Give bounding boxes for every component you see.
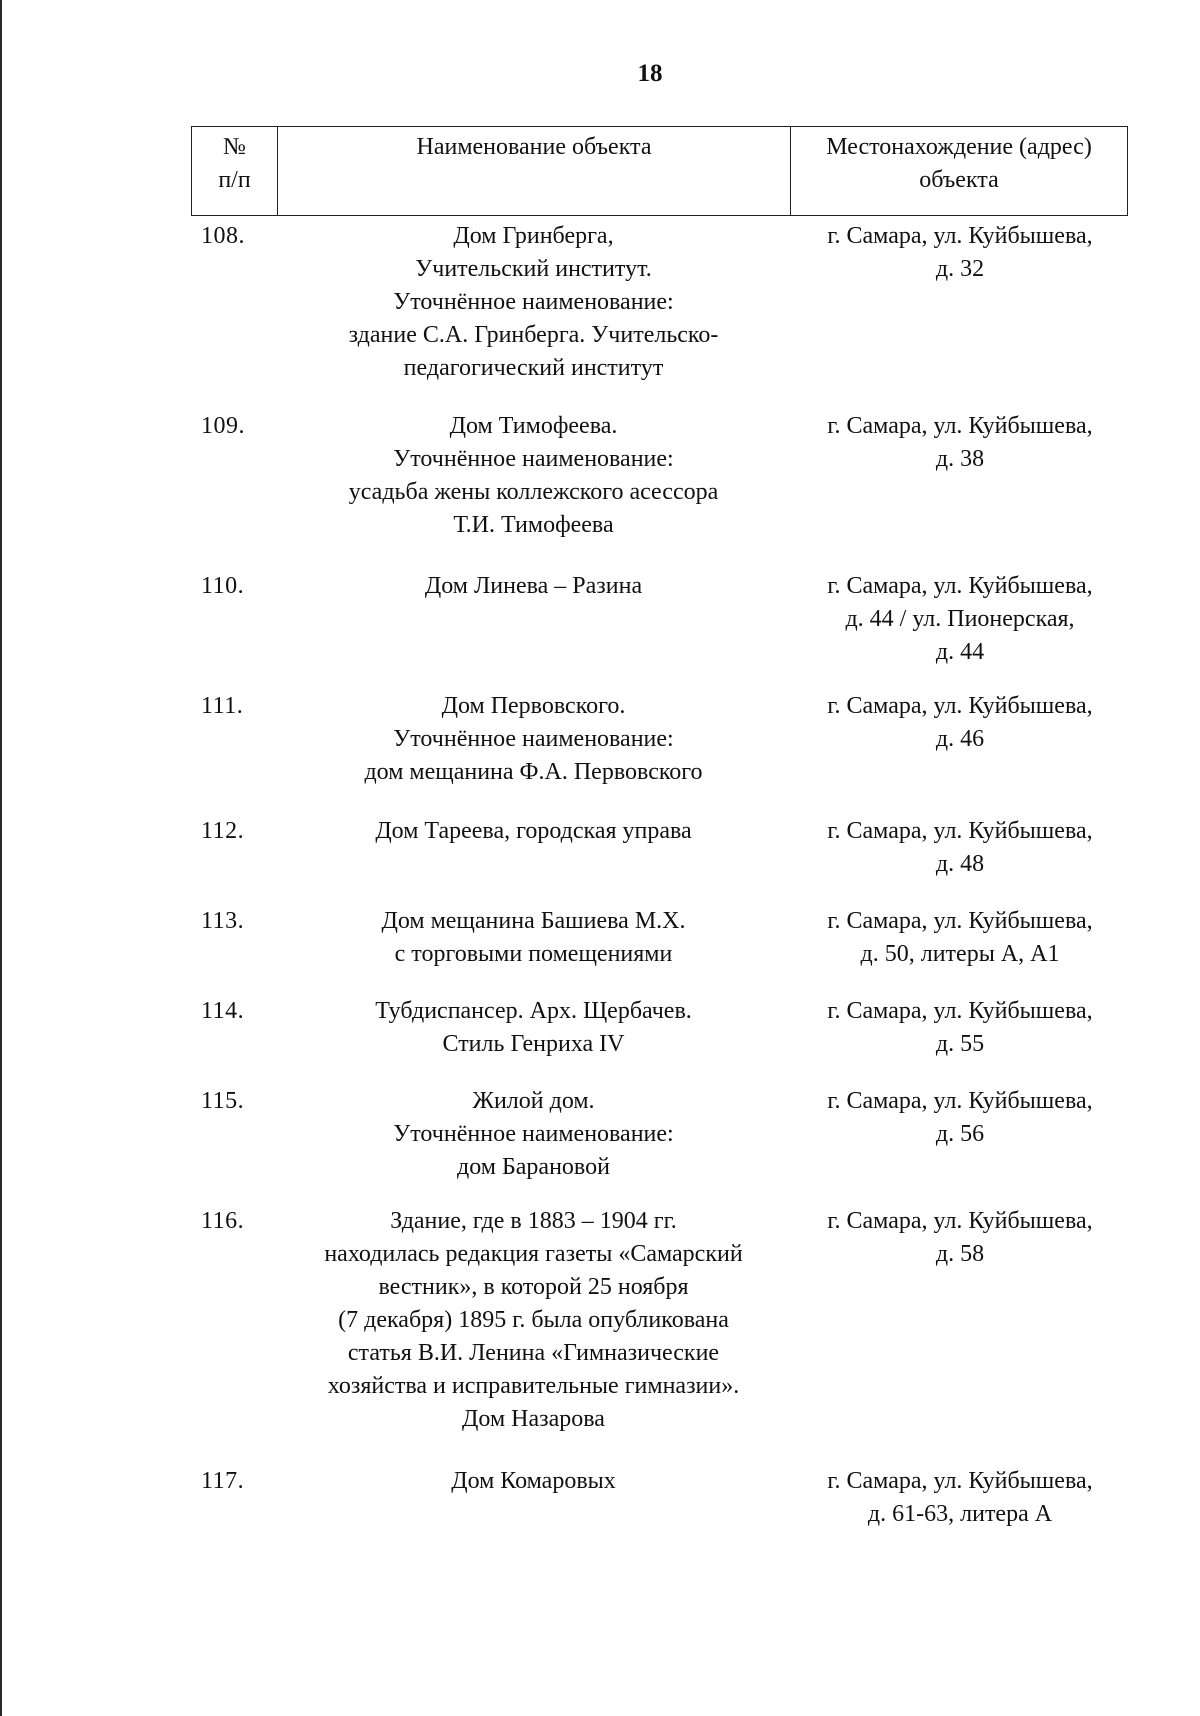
object-address-line: д. 48 <box>935 851 985 877</box>
page-number: 18 <box>637 60 663 87</box>
object-name-line: Учительский институт. <box>415 256 652 282</box>
header-name-cell <box>278 127 791 215</box>
object-name <box>277 995 790 1061</box>
row-number: 109. <box>201 413 245 439</box>
object-address <box>790 690 1130 756</box>
object-name-line: Дом Комаровых <box>451 1468 616 1494</box>
object-address-line: г. Самара, ул. Куйбышева, <box>827 908 1093 934</box>
object-address-line: г. Самара, ул. Куйбышева, <box>827 1088 1093 1114</box>
object-address-line: г. Самара, ул. Куйбышева, <box>827 998 1093 1024</box>
object-address-line: г. Самара, ул. Куйбышева, <box>827 1208 1093 1234</box>
object-address <box>790 995 1130 1061</box>
object-name <box>277 570 790 603</box>
object-address-line: г. Самара, ул. Куйбышева, <box>827 693 1093 719</box>
object-name-line: Уточнённое наименование: <box>393 446 674 472</box>
object-name-line: Жилой дом. <box>472 1088 595 1114</box>
object-address-line: д. 61-63, литера А <box>867 1501 1053 1527</box>
row-number: 116. <box>201 1208 245 1234</box>
object-name <box>277 410 790 542</box>
object-address-line: г. Самара, ул. Куйбышева, <box>827 818 1093 844</box>
object-name <box>277 220 790 385</box>
object-address-line: д. 50, литеры А, А1 <box>860 941 1060 967</box>
object-name <box>277 1085 790 1184</box>
object-address-line: г. Самара, ул. Куйбышева, <box>827 573 1093 599</box>
object-name <box>277 1465 790 1498</box>
object-address-line: д. 38 <box>935 446 985 472</box>
object-name-line: Дом Линева – Разина <box>424 573 643 599</box>
object-name-line: дом Барановой <box>457 1154 610 1180</box>
object-name-line: Дом Тареева, городская управа <box>375 818 692 844</box>
object-name-line: Стиль Генриха IV <box>442 1031 625 1057</box>
row-number: 110. <box>201 573 245 599</box>
table-header <box>191 126 1128 216</box>
object-name-line: дом мещанина Ф.А. Первовского <box>364 759 703 785</box>
object-name-line: Уточнённое наименование: <box>393 726 674 752</box>
object-name-line: Здание, где в 1883 – 1904 гг. <box>390 1208 677 1234</box>
object-name <box>277 690 790 789</box>
object-name-line: Дом Первовского. <box>441 693 626 719</box>
object-name-line: вестник», в которой 25 ноября <box>378 1274 689 1300</box>
object-name-line: Дом Назарова <box>462 1406 605 1432</box>
object-address <box>790 905 1130 971</box>
object-address-line: д. 46 <box>935 726 985 752</box>
object-address <box>790 410 1130 476</box>
object-name-line: усадьба жены коллежского асессора <box>348 479 719 505</box>
row-number: 117. <box>201 1468 245 1494</box>
object-address-line: д. 44 <box>935 639 985 665</box>
object-name-line: здание С.А. Гринберга. Учительско- <box>348 322 719 348</box>
header-name-line: Наименование объекта <box>416 134 652 160</box>
header-address-cell <box>791 127 1127 215</box>
object-address <box>790 815 1130 881</box>
object-name <box>277 815 790 848</box>
object-name-line: Дом мещанина Башиева М.Х. <box>381 908 686 934</box>
object-address <box>790 570 1130 669</box>
object-address-line: д. 55 <box>935 1031 985 1057</box>
row-number: 115. <box>201 1088 245 1114</box>
object-name <box>277 905 790 971</box>
object-name-line: Уточнённое наименование: <box>393 289 674 315</box>
row-number: 114. <box>201 998 245 1024</box>
row-number: 112. <box>201 818 245 844</box>
object-name-line: Т.И. Тимофеева <box>453 512 614 538</box>
object-name-line: находилась редакция газеты «Самарский <box>324 1241 743 1267</box>
object-name-line: хозяйства и исправительные гимназии». <box>327 1373 740 1399</box>
object-name-line: Тубдиспансер. Арх. Щербачев. <box>375 998 692 1024</box>
header-address-line: Местонахождение (адрес) <box>826 134 1092 160</box>
header-number-line: п/п <box>218 167 251 193</box>
object-address <box>790 1465 1130 1531</box>
object-address-line: г. Самара, ул. Куйбышева, <box>827 223 1093 249</box>
object-address <box>790 1205 1130 1271</box>
object-address-line: г. Самара, ул. Куйбышева, <box>827 1468 1093 1494</box>
object-address-line: д. 44 / ул. Пионерская, <box>845 606 1075 632</box>
object-address-line: д. 56 <box>935 1121 985 1147</box>
object-name-line: Уточнённое наименование: <box>393 1121 674 1147</box>
object-name-line: с торговыми помещениями <box>394 941 673 967</box>
header-address-line: объекта <box>919 167 999 193</box>
object-address-line: д. 32 <box>935 256 985 282</box>
object-name-line: статья В.И. Ленина «Гимназические <box>347 1340 720 1366</box>
header-number-cell <box>192 127 278 215</box>
row-number: 111. <box>201 693 244 719</box>
object-name-line: педагогический институт <box>403 355 664 381</box>
object-address <box>790 1085 1130 1151</box>
object-name-line: (7 декабря) 1895 г. была опубликована <box>338 1307 729 1333</box>
object-name-line: Дом Тимофеева. <box>449 413 618 439</box>
row-number: 108. <box>201 223 245 249</box>
object-address-line: г. Самара, ул. Куйбышева, <box>827 413 1093 439</box>
page-left-edge <box>0 0 2 1716</box>
object-address <box>790 220 1130 286</box>
object-name <box>277 1205 790 1436</box>
row-number: 113. <box>201 908 245 934</box>
object-name-line: Дом Гринберга, <box>453 223 614 249</box>
object-address-line: д. 58 <box>935 1241 985 1267</box>
header-number-line: № <box>223 134 246 160</box>
